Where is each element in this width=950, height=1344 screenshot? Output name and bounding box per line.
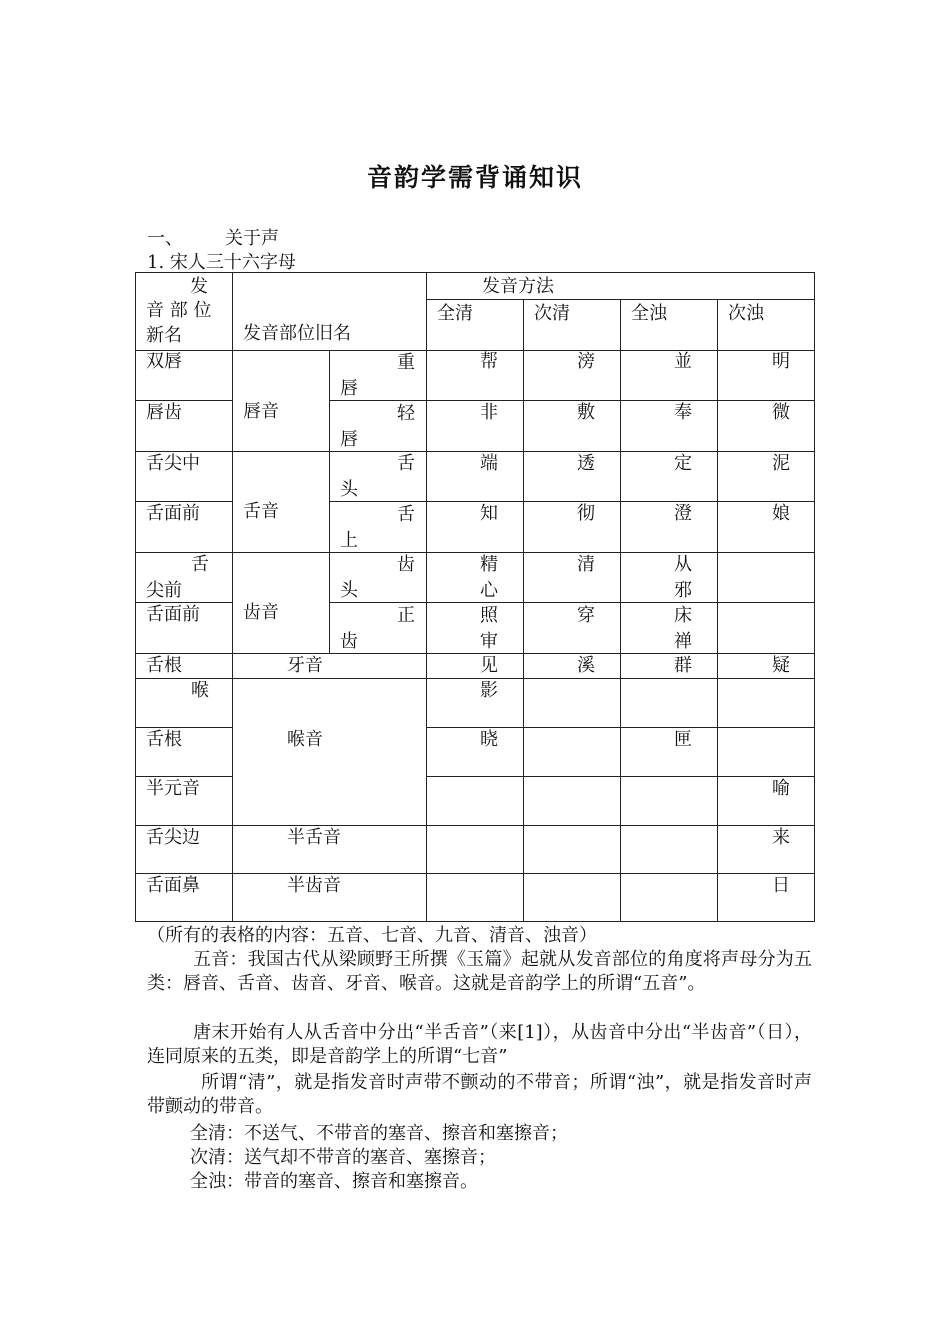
header-corner-top: 发 [190, 276, 208, 297]
page-title: 音韵学需背诵知识 [366, 163, 583, 192]
sub-name-bottom: 唇 [340, 378, 358, 399]
subsection-heading: 1. 宋人三十六字母 [147, 252, 296, 273]
sub-name-bottom: 齿 [340, 631, 358, 652]
col-ciqing: 次清 [534, 303, 570, 324]
old-group: 齿音 [243, 602, 279, 623]
table-note: （所有的表格的内容：五音、七音、九音、清音、浊音） [147, 925, 597, 946]
sub-name-bottom: 上 [340, 530, 358, 551]
old-group: 唇音 [243, 401, 279, 422]
new-name: 半元音 [146, 778, 200, 799]
table-cell: 见 [480, 655, 498, 676]
sub-name-top: 轻 [397, 403, 415, 424]
table-cell: 穿 [577, 605, 595, 626]
sub-name-bottom: 唇 [340, 429, 358, 450]
table-cell [480, 552, 498, 604]
sub-name [340, 451, 415, 503]
new-name: 双唇 [146, 351, 182, 372]
table-cell: 清 [577, 554, 595, 575]
section-heading [147, 228, 279, 250]
sub-name-bottom: 头 [340, 479, 358, 500]
new-name: 唇齿 [146, 402, 182, 423]
new-name: 舌尖中 [146, 453, 200, 474]
table-cell: 定 [674, 453, 692, 474]
col-cizhuo: 次浊 [728, 303, 764, 324]
table-cell: 喻 [772, 778, 790, 799]
table-cell: 日 [772, 875, 790, 896]
header-old-name: 发音部位旧名 [243, 323, 351, 344]
section-number: 一、 [147, 228, 183, 249]
sub-name-top: 舌 [397, 504, 415, 525]
new-name: 舌根 [146, 655, 182, 676]
table-cell [674, 603, 692, 655]
table-cell: 明 [772, 351, 790, 372]
table-cell: 匣 [674, 729, 692, 750]
table-cell: 奉 [674, 402, 692, 423]
new-name-split-top: 舌 [191, 554, 209, 575]
new-name: 舌面前 [146, 604, 200, 625]
new-name: 舌面鼻 [146, 875, 200, 896]
old-group: 半舌音 [287, 827, 341, 848]
sub-name-top: 齿 [397, 554, 415, 575]
table-cell: 滂 [577, 351, 595, 372]
table-cell-line: 邪 [674, 580, 692, 601]
table-cell-line: 审 [480, 631, 498, 652]
table-cell: 晓 [480, 729, 498, 750]
header-corner-mid: 音 部 位 [146, 300, 212, 321]
table-cell: 群 [674, 655, 692, 676]
sub-name-bottom: 头 [340, 580, 358, 601]
table-cell: 透 [577, 453, 595, 474]
definition-quanqing: 全清：不送气、不带音的塞音、擦音和塞擦音； [190, 1123, 568, 1144]
old-group: 喉音 [287, 729, 323, 750]
table-cell-line: 从 [674, 554, 692, 575]
table-cell: 泥 [772, 453, 790, 474]
col-quanzhuo: 全浊 [631, 303, 667, 324]
new-name-split [146, 552, 209, 604]
table-cell [480, 603, 498, 655]
sub-name-top: 舌 [397, 453, 415, 474]
table-cell-line: 精 [480, 554, 498, 575]
new-name: 喉 [191, 680, 209, 701]
old-group: 舌音 [243, 501, 279, 522]
sub-name-top: 重 [397, 352, 415, 373]
new-name: 舌尖边 [146, 827, 200, 848]
paragraph-qingzhuo: 所谓“清”，就是指发音时声带不颤动的不带音；所谓“浊”，就是指发音时声带颤动的带音。 [147, 1072, 812, 1117]
paragraph-wuyin: 五音：我国古代从梁顾野王所撰《玉篇》起就从发音部位的角度将声母分为五类：唇音、舌音、齿音、牙音、喉音。这就是音韵学上的所谓“五音”。 [147, 949, 812, 994]
table-grid-lines [135, 272, 816, 923]
sub-name [340, 401, 415, 453]
header-corner-bottom: 新名 [146, 325, 182, 346]
header-method: 发音方法 [482, 276, 554, 297]
definition-ciqing: 次清：送气却不带音的塞音、塞擦音； [190, 1147, 496, 1168]
table-cell-line: 床 [674, 605, 692, 626]
sub-name [340, 603, 415, 655]
old-group: 半齿音 [287, 875, 341, 896]
sub-name-top: 正 [397, 605, 415, 626]
table-cell: 非 [480, 402, 498, 423]
sub-name [340, 502, 415, 554]
table-cell: 来 [772, 827, 790, 848]
new-name-split-bottom: 尖前 [146, 580, 182, 601]
table-cell: 知 [480, 503, 498, 524]
initials-table [135, 272, 815, 922]
table-cell: 影 [480, 680, 498, 701]
definition-quanzhuo: 全浊：带音的塞音、擦音和塞擦音。 [190, 1171, 478, 1192]
paragraph-qiyin: 唐末开始有人从舌音中分出“半舌音”（来[1]），从齿音中分出“半齿音”（日），连同原来的五类，即是音韵学上的所谓“七音” [147, 1022, 812, 1067]
table-cell-line: 照 [480, 605, 498, 626]
table-cell-line: 心 [480, 580, 498, 601]
old-group: 牙音 [287, 655, 323, 676]
table-cell: 敷 [577, 402, 595, 423]
table-cell: 疑 [772, 655, 790, 676]
sub-name [340, 552, 415, 604]
table-cell: 溪 [577, 655, 595, 676]
col-quanqing: 全清 [437, 303, 473, 324]
table-cell [674, 552, 692, 604]
table-cell: 並 [674, 351, 692, 372]
new-name: 舌面前 [146, 503, 200, 524]
table-cell: 帮 [480, 351, 498, 372]
new-name: 舌根 [146, 729, 182, 750]
table-cell-line: 禅 [674, 631, 692, 652]
table-cell: 端 [480, 453, 498, 474]
sub-name [340, 350, 415, 402]
table-cell: 彻 [577, 503, 595, 524]
table-cell: 澄 [674, 503, 692, 524]
table-cell: 微 [772, 402, 790, 423]
table-cell: 娘 [772, 503, 790, 524]
section-label: 关于声 [225, 228, 279, 249]
